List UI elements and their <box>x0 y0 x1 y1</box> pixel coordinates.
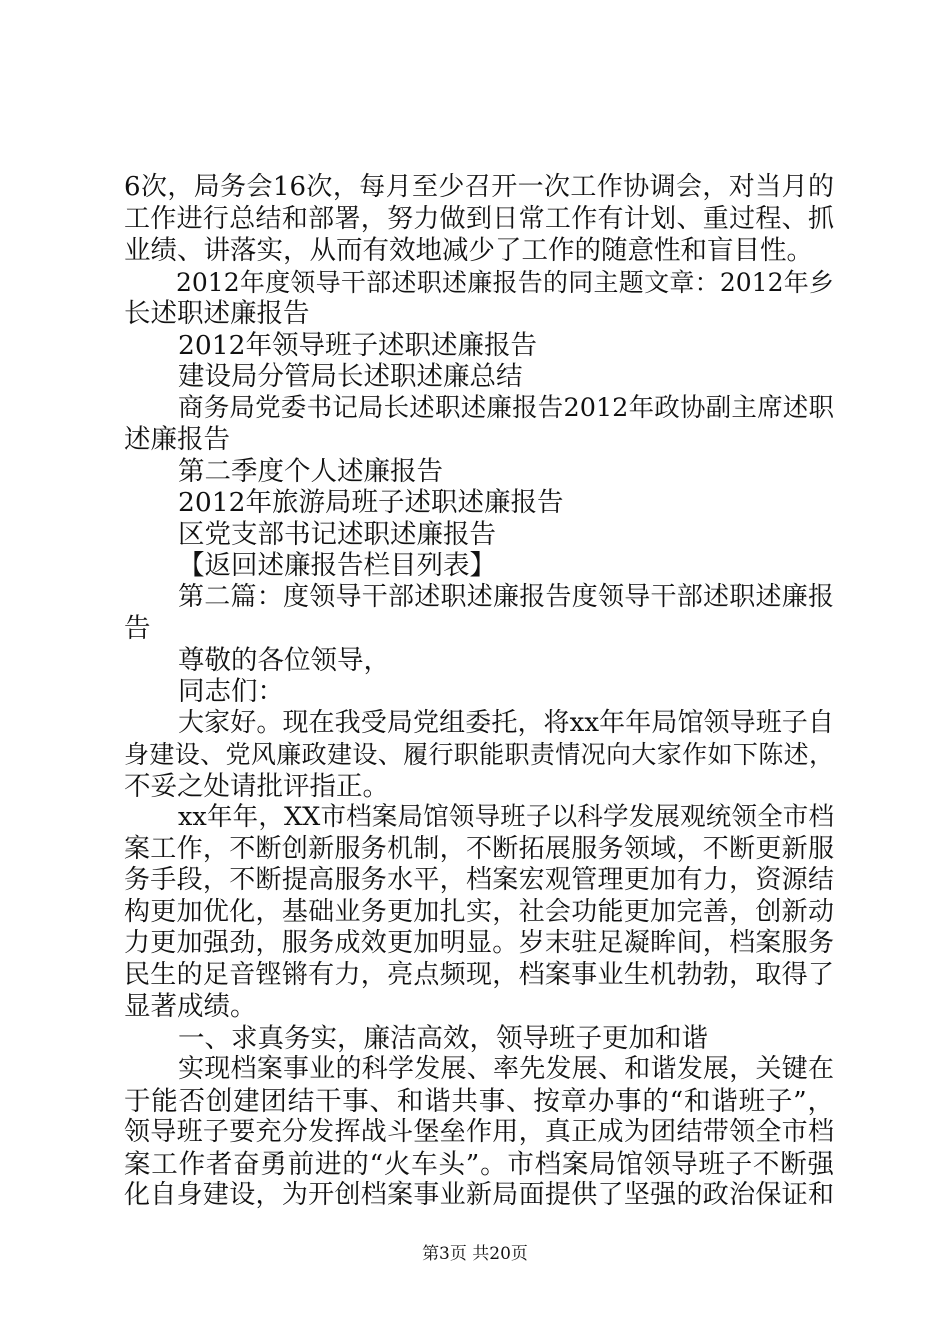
text-line: 6次，局务会16次，每月至少召开一次工作协调会，对当月的 <box>124 172 834 202</box>
text-line: 商务局党委书记局长述职述廉报告2012年政协副主席述职 <box>178 392 834 423</box>
text-line: 大家好。现在我受局党组委托，将xx年年局馆领导班子自 <box>178 707 834 738</box>
page-footer: 第3页 共20页 <box>422 1244 528 1264</box>
text-line: 尊敬的各位领导， <box>178 644 390 676</box>
text-line: 案工作，不断创新服务机制，不断拓展服务领域，不断更新服 <box>124 833 834 864</box>
text-line: 工作进行总结和部署，努力做到日常工作有计划、重过程、抓 <box>124 203 834 234</box>
text-line: 显著成绩。 <box>124 991 257 1022</box>
text-line: xx年年，XX市档案局馆领导班子以科学发展观统领全市档 <box>178 802 834 832</box>
text-line: 务手段，不断提高服务水平，档案宏观管理更加有力，资源结 <box>124 865 834 895</box>
text-line: 第二季度个人述廉报告 <box>178 455 443 487</box>
document-body <box>124 172 834 1212</box>
text-line: 告 <box>124 613 151 644</box>
text-line: 长述职述廉报告 <box>124 298 310 329</box>
text-line: 业绩、讲落实，从而有效地减少了工作的随意性和盲目性。 <box>124 235 813 266</box>
text-line: 同志们： <box>178 676 284 707</box>
text-line: 案工作者奋勇前进的“火车头”。市档案局馆领导班子不断强 <box>124 1148 834 1180</box>
text-line: 不妥之处请批评指正。 <box>124 770 389 802</box>
text-line: 一、求真务实，廉洁高效，领导班子更加和谐 <box>178 1022 708 1054</box>
text-line: 化自身建设，为开创档案事业新局面提供了坚强的政治保证和 <box>124 1180 834 1210</box>
text-line: 区党支部书记述职述廉报告 <box>178 518 496 550</box>
text-line: 建设局分管局长述职述廉总结 <box>178 361 523 392</box>
text-line: 述廉报告 <box>124 424 230 455</box>
text-line: 2012年旅游局班子述职述廉报告 <box>178 487 564 518</box>
text-line: 【返回述廉报告栏目列表】 <box>178 550 496 581</box>
text-line: 民生的足音铿锵有力，亮点频现，档案事业生机勃勃，取得了 <box>124 959 834 990</box>
text-line: 实现档案事业的科学发展、率先发展、和谐发展，关键在 <box>178 1054 834 1084</box>
text-line: 身建设、党风廉政建设、履行职能职责情况向大家作如下陈述， <box>124 740 834 769</box>
text-line: 2012年度领导干部述职述廉报告的同主题文章：2012年乡 <box>176 267 834 297</box>
text-line: 构更加优化，基础业务更加扎实，社会功能更加完善，创新动 <box>124 896 834 927</box>
text-line: 于能否创建团结干事、和谐共事、按章办事的“和谐班子”， <box>124 1085 834 1117</box>
text-line: 2012年领导班子述职述廉报告 <box>178 329 537 361</box>
text-line: 第二篇：度领导干部述职述廉报告度领导干部述职述廉报 <box>178 581 834 612</box>
text-line: 领导班子要充分发挥战斗堡垒作用，真正成为团结带领全市档 <box>124 1117 834 1147</box>
text-line: 力更加强劲，服务成效更加明显。岁末驻足凝眸间，档案服务 <box>124 928 834 958</box>
